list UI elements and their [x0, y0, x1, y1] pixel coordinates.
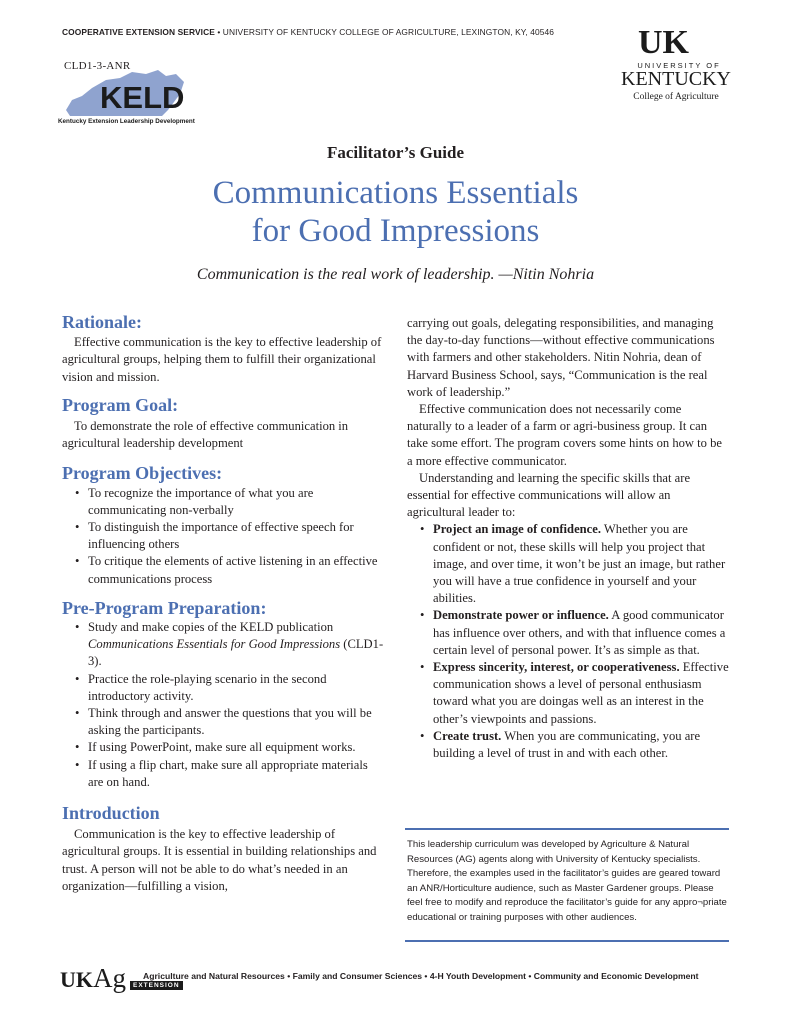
preparation-list	[62, 619, 384, 791]
skill-text: Whether you are confident or not, these skills will help you project that image, and over time, it won’t be just an image, but rather you will have a true confidence in yourself and your abilities.	[433, 522, 726, 606]
org-name: COOPERATIVE EXTENSION SERVICE	[62, 27, 215, 37]
prep-item-text: Study and make copies of the KELD publication	[88, 620, 334, 635]
skill-text: When you are communicating, you are building a level of trust in and with each other.	[433, 728, 701, 761]
introduction-text: Communication is the key to effective leadership of agricultural groups. It is essential in building relationships and trust. A person will not be able to do what’s needed in an organization—fulfilling a vision,	[62, 827, 377, 893]
uk-college-logo	[608, 26, 738, 108]
left-column	[62, 314, 384, 895]
right-column	[407, 315, 729, 762]
program-goal-text: To demonstrate the role of effective communication in agricultural leadership development	[62, 419, 349, 451]
list-item: • To critique the elements of active listening in an effective communications process	[88, 553, 384, 587]
epigraph-quote: Communication is the real work of leadership. —Nitin Nohria	[196, 266, 595, 283]
list-item: • Practice the role-playing scenario in the second introductory activity.	[88, 671, 384, 705]
list-item: • If using PowerPoint, make sure all equipment works.	[88, 739, 384, 756]
skill-title: Express sincerity, interest, or cooperativeness.	[433, 660, 680, 675]
skill-title: Demonstrate power or influence.	[433, 608, 609, 623]
extension-header-line	[62, 27, 554, 37]
body-paragraph: Understanding and learning the specific skills that are essential for effective communications will allow an agricultural leader to:	[407, 470, 691, 520]
list-item	[433, 728, 729, 762]
ukag-logo-extension: EXTENSION	[130, 981, 183, 990]
ukag-logo-uk: UK	[60, 967, 93, 992]
uk-logo-mark: UK	[638, 24, 689, 61]
note-box-top-rule	[405, 828, 729, 830]
body-paragraph: Effective communication does not necessarily come naturally to a leader of a farm or agri-business group. It can take some effort. The program covers some hints on how to be a more effective communicator.	[407, 402, 723, 468]
page-title	[0, 174, 791, 250]
page-title-line1: Communications Essentials	[212, 175, 579, 211]
keld-logo	[58, 66, 198, 132]
skill-title: Create trust.	[433, 728, 502, 743]
skills-list	[407, 521, 729, 762]
list-item	[433, 607, 729, 659]
rationale-text: Effective communication is the key to effective leadership of agricultural groups, helping them to fulfill their organizational vision and mission.	[62, 335, 382, 384]
curriculum-note: This leadership curriculum was developed by Agriculture & Natural Resources (AG) agents along with University of Kentucky specialists. Therefore, the examples used in the facilitator’s guides are geared toward an ANR/Horticulture audience, such as Master Gardener groups. Please feel free to modify and reproduce the facilitator’s guide for any appro¬priate educational or training purposes with other audiences.	[407, 839, 727, 923]
prep-item-text: (CLD1-3).	[88, 637, 384, 669]
list-item: • To recognize the importance of what you are communicating non-verbally	[88, 485, 384, 519]
note-box-bottom-rule	[405, 940, 729, 942]
document-type-label: Facilitator’s Guide	[326, 143, 465, 162]
uk-logo-line2: KENTUCKY	[621, 68, 731, 90]
publication-code: CLD1-3-ANR	[64, 60, 131, 72]
body-paragraph: carrying out goals, delegating responsibilities, and managing the day-to-day functions—without effective communications with farmers and other stakeholders. Nitin Nohria, dean of Harvard Business School, says, “Communication is the real work of leadership.”	[407, 316, 715, 399]
keld-logo-subtitle: Kentucky Extension Leadership Development	[58, 118, 195, 125]
skill-text: A good communicator has influence over others, and with that influence comes a certain level of personal power. It’s as simple as that.	[433, 608, 726, 657]
list-item	[433, 659, 729, 728]
skill-title: Project an image of confidence.	[433, 522, 601, 537]
list-item: • Think through and answer the questions that you will be asking the participants.	[88, 705, 384, 739]
list-item	[433, 521, 729, 607]
org-address: • UNIVERSITY OF KENTUCKY COLLEGE OF AGRICULTURE, LEXINGTON, KY, 40546	[214, 27, 555, 37]
page-title-line2: for Good Impressions	[251, 213, 540, 249]
keld-logo-text: KELD	[100, 80, 185, 115]
publication-title: Communications Essentials for Good Impressions	[88, 637, 341, 652]
program-areas-footer: Agriculture and Natural Resources • Family and Consumer Sciences • 4-H Youth Development • Community and Economic Development	[143, 971, 699, 981]
skill-text: Effective communication shows a level of personal enthusiasm toward what you are doingas well as an interest in the other’s viewpoints and passions.	[433, 660, 729, 726]
list-item: • If using a flip chart, make sure all appropriate materials are on hand.	[88, 757, 384, 791]
uk-logo-line3: College of Agriculture	[633, 92, 719, 102]
ukag-logo-ag: Ag	[93, 963, 126, 993]
program-goal-heading: Program Goal:	[62, 394, 179, 415]
objectives-list	[62, 485, 384, 588]
pre-program-heading: Pre-Program Preparation:	[62, 597, 267, 618]
list-item: • To distinguish the importance of effective speech for influencing others	[88, 519, 384, 553]
program-objectives-heading: Program Objectives:	[62, 463, 223, 484]
rationale-heading: Rationale:	[62, 312, 142, 332]
list-item	[88, 619, 384, 671]
introduction-heading: Introduction	[62, 803, 160, 824]
uk-logo-line1: UNIVERSITY OF	[637, 61, 721, 70]
